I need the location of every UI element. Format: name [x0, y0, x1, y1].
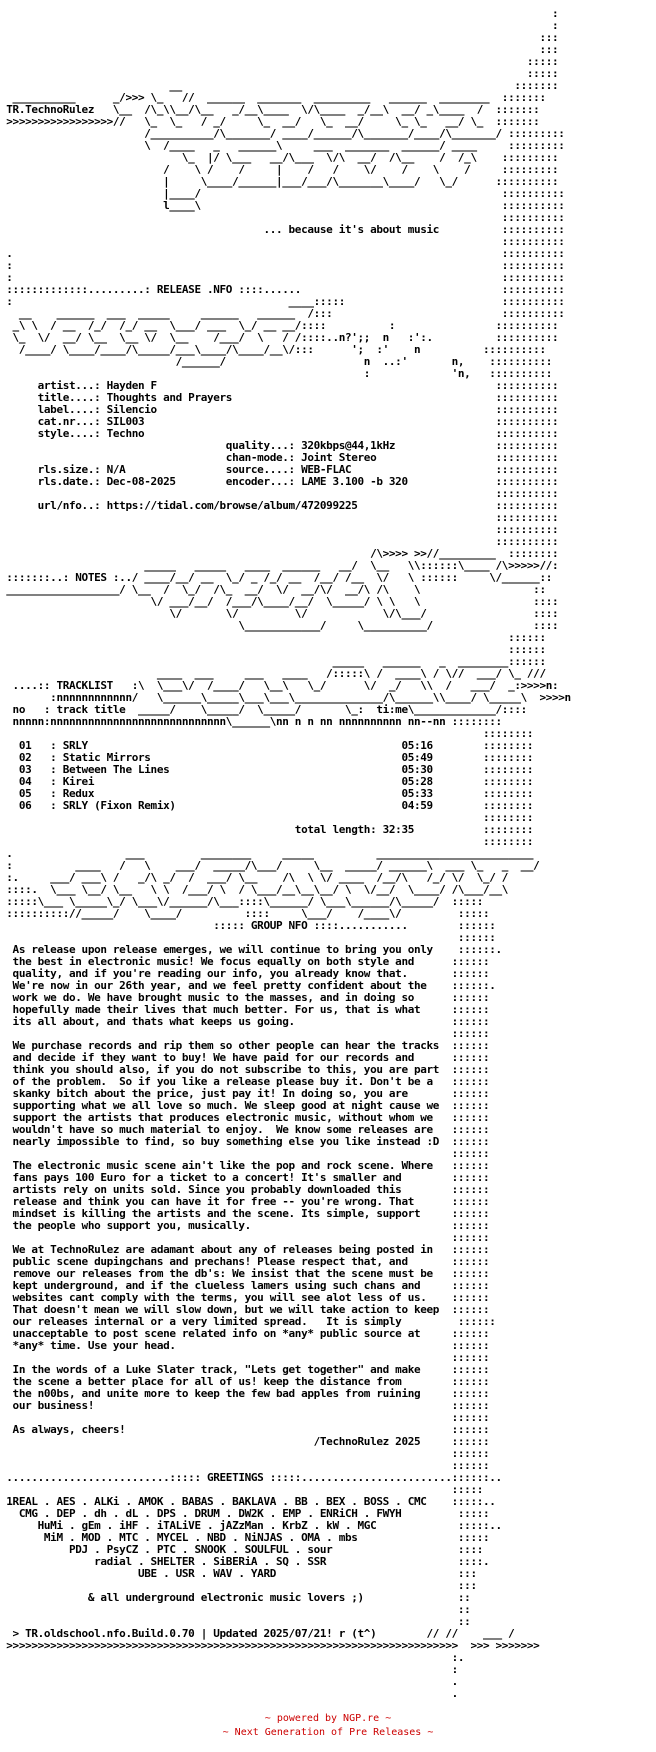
powered-by-link[interactable]: ~ powered by NGP.re ~: [264, 1713, 392, 1724]
nfo-text: : : ::: ::: ::::: ::::: __ ::::::: __________ _/>>> \_ // ______ _______ _________ ______ ________ ::::::: TR.TechnoRulez \__ /\_\\__/\__ _/__\____ \/\____ _/__\ __/ _\____ / ::::::: >>>>>>>>>>>>>>>>>// \_ \_ / _/ \_ __/ \_ __/ \_ \_ __/ \_ ::::::: /__________/\_______/ ____/______/\_______/____/\_______/ ::::::::: \ /____ _ ______\ ___ _______ ______/ ____ ::::::::: \_ |/ \___ __/\___ \/\ __/ /\__ / /_\ ::::::::: / \ / / | / / \/ / \ / ::::::::: | \____/______|___/___/\_______\____/ \_/ :::::::::: |____/ :::::::::: l____\ :::::::::: :::::::::: ... because it's about music :::::::::: :::::::::: . :::::::::: : :::::::::: : :::::::::: :::::::::::::.........: RELEASE .NFO ::::...... :::::::::: : ____::::: :::::::::: __ ______ ___ _____ ______ ______ /::: :::::::::: _\ \ / __ /_/ /_/ __ \___/ ___ \_/ __ __/:::: : :::::::::: \_ \/ __/ \__ \__ \/ \__ /___/ \ / /::::..n?';; n :':. :::::::::: /____/ \____/____/\_____/___\____/\____/__\/::: '; :' n :::::::::: /______/ n ..:' n, :::::::::: : 'n, :::::::::: artist...: Hayden F :::::::::: title....: Thoughts and Prayers :::::::::: label....: Silencio :::::::::: cat.nr...: SIL003 :::::::::: style....: Techno :::::::::: quality...: 320kbps@44,1kHz :::::::::: chan-mode.: Joint Stereo :::::::::: rls.size.: N/A source....: WEB-FLAC :::::::::: rls.date.: Dec-08-2025 encoder...: LAME 3.100 -b 320 :::::::::: :::::::::: url/nfo..: https://tidal.com/browse/album/472099225 :::::::::: :::::::::: :::::::::: :::::::::: /\>>>> >>//_________ :::::::: _____ _____ ____ ______ __/ \__ \\::::::\____ /\>>>>>//: :::::::..: NOTES :../ ____/__/ __ \_/ _ /_/ __ /__/ /__ \/ \ :::::: \/______:: __________________/ \__ / \_/ /\_ __/ \/ __/\/ __/\ /\ \ :: \/ ___/__/ /___/\____/__/ \_____/ \ \ \ :::: \/ \/ \/ \/\___/ :::: \____________/ \__________/ :::: :::::: :::::: _____ ______ _ ________:::::: ____ ___ ___ ____ /:::::\ / ____\ / \// ___/ \_ /// ....:: TRACKLIST :\ \___\/ /____/ \__\ \_/ \/ _/ \\ / ___/ _:>>>>n: :nnnnnnnnnnnn/ \______\_____\___\___\______________/\______\\____/ \_____\ >>>>n no : track title _____/ \_____/ \_____/ \_: ti:me\_____________/:::: nnnnn:nnnnnnnnnnnnnnnnnnnnnnnnnnnn\______\nn n n nn nnnnnnnnnn nn--nn :::::::: :::::::: 01 : SRLY 05:16 :::::::: 02 : Static Mirrors 05:49 :::::::: 03 : Between The Lines 05:30 :::::::: 04 : Kirei 05:28 :::::::: 05 : Redux 05:33 :::::::: 06 : SRLY (Fixon Remix) 04:59 :::::::: :::::::: total length: 32:35 :::::::: :::::::: . ___ ________ _____ _________________________ : ____ / \ ___/ _____/\___/ \__ _____/ ______\ ___ \_ _ __/ :. ___/ ___\ / _/\ _/ / ___/ \__ /\ \ \/ ____ /__/\ /_/ \/ \_/ / ::::. \___ \__/ \__ \ \ /___/ \ / \___/__\__\__/ \ \/__/ \____/ /\___/__\ :::::\___ \_____\_/ \___\/______/\___::::\______/ \___\______/\_____/ ::::: :::::::::://_____/ \____/ :::: \___/ /____\/ ::::: ::::: GROUP NFO ::::........... :::::: :::::: As release upon release emerges, we will continue to bring you only ::::::. the best in electronic music! We focus equally on both style and :::::: quality, and if you're reading our info, you already know that. :::::: We're now in our 26th year, and we feel pretty confident about the ::::::. work we do. We have brought music to the masses, and in doing so :::::: hopefully made their lives that much better. For us, that is what :::::: its all about, and thats what keeps us going. :::::: :::::: We purchase records and rip them so other people can hear the tracks :::::: and decide if they want to buy! We have paid for our records and :::::: think you should also, if you do not subscribe to this, you are part :::::: of the problem. So if you like a release please buy it. Don't be a :::::: skanky bitch about the price, just pay it! In doing so, you are :::::: supporting what we all love so much. We sleep good at night cause we :::::: support the artists that produces electronic music, without whom we :::::: wouldn't have so much material to enjoy. We know some releases are :::::: nearly impossible to find, so buy something else you like instead :D :::::: :::::: The electronic music scene ain't like the pop and rock scene. Where :::::: fans pays 100 Euro for a ticket to a concert! It's smaller and :::::: artists rely on units sold. Since you probably downloaded this :::::: release and think you can have it for free -- you're wrong. That :::::: mindset is killing the artists and the scene. Its simple, support :::::: the people who support you, musically. :::::: :::::: We at TechnoRulez are adamant about any of releases being posted in :::::: public scene dupingchans and prechans! Please respect that, and :::::: remove our releases from the db's: We insist that the scene must be :::::: kept underground, and if the clueless lamers using such chans and :::::: websites cant comply with the terms, you will see alot less of us. :::::: That doesn't mean we will slow down, but we will take action to keep :::::: our releases internal or a very limited spread. It is simply :::::: unacceptable to post scene related info on *any* public source at :::::: *any* time. Use your head. :::::: :::::: In the words of a Luke Slater track, "Lets get together" and make :::::: the scene a better place for all of us! keep the distance from :::::: the n00bs, and unite more to keep the few bad apples from ruining :::::: our business! :::::: :::::: As always, cheers! :::::: /TechnoRulez 2025 :::::: :::::: :::::: ..........................::::: GREETINGS :::::........................::::::.. ::::: 1REAL . AES . ALKi . AMOK . BABAS . BAKLAVA . BB . BEX . BOSS . CMC :::::.. CMG . DEP . dh . dL . DPS . DRUM . DW2K . EMP . ENRiCH . FWYH ::::: HuMi . gEm . iHF . iTALiVE . jAZzMan . KrbZ . kW . MGC :::::.. MiM . MOD . MTC . MYCEL . NBD . NiNJAS . OMA . mbs ::::: PDJ . PsyCZ . PTC . SNOOK . SOULFUL . sour :::: radial . SHELTER . SiBERiA . SQ . SSR ::::. UBE . USR . WAV . YARD ::: ::: & all underground electronic music lovers ;) :: :: :: > TR.oldschool.nfo.Build.0.70 | Updated 2025/07/21! r (t^) // // ___ / >>>>>>>>>>>>>>>>>>>>>>>>>>>>>>>>>>>>>>>>>>>>>>>>>>>>>>>>>>>>>>>>>>>>>>>> >>> >>>>>>> :. : . .: [6, 8, 571, 1700]
footer: [0, 1712, 656, 1740]
footer-tagline: ~ Next Generation of Pre Releases ~: [222, 1727, 434, 1738]
